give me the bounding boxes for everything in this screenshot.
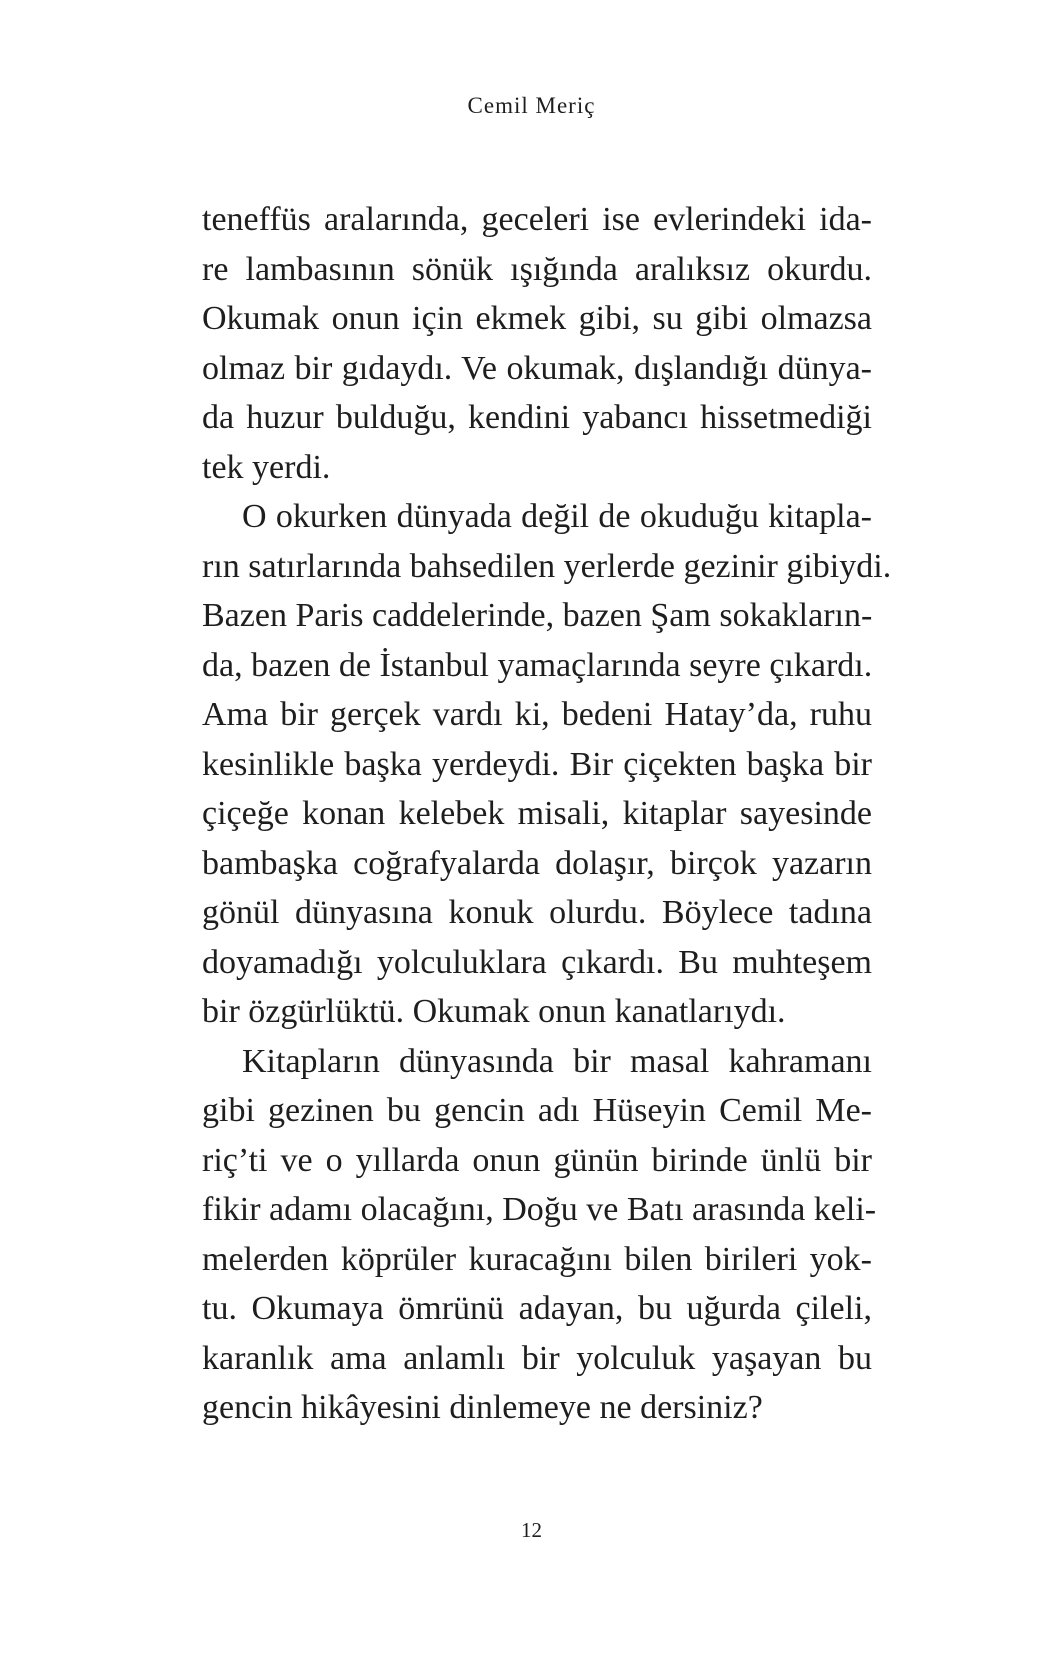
text-line: bambaşka coğrafyalarda dolaşır, birçok yazarın	[202, 844, 872, 882]
running-head: Cemil Meriç	[467, 93, 596, 118]
text-line: bir özgürlüktü. Okumak onun kanatlarıydı.	[202, 993, 786, 1030]
text-line: rın satırlarında bahsedilen yerlerde gezinir gibiydi.	[202, 547, 892, 585]
text-line: riç’ti ve o yıllarda onun günün birinde ünlü bir	[202, 1141, 872, 1179]
text-line: gencin hikâyesini dinlemeye ne dersiniz?	[202, 1389, 763, 1426]
text-line: teneffüs aralarında, geceleri ise evlerindeki ida-	[202, 201, 872, 238]
text-line: da huzur bulduğu, kendini yabancı hissetmediği	[202, 399, 872, 436]
text-line: re lambasının sönük ışığında aralıksız okurdu.	[202, 250, 872, 288]
text-line: O okurken dünyada değil de okuduğu kitapla-	[242, 498, 872, 535]
paragraph-1	[202, 195, 872, 492]
text-line: Bazen Paris caddelerinde, bazen Şam sokakların-	[202, 597, 873, 634]
text-line: olmaz bir gıdaydı. Ve okumak, dışlandığı dünya-	[202, 349, 872, 387]
text-line: gönül dünyasına konuk olurdu. Böylece tadına	[202, 894, 872, 931]
text-line: Ama bir gerçek vardı ki, bedeni Hatay’da, ruhu	[202, 696, 872, 733]
text-line: da, bazen de İstanbul yamaçlarında seyre çıkardı.	[202, 646, 873, 684]
page-number: 12	[521, 1518, 542, 1542]
text-line: tu. Okumaya ömrünü adayan, bu uğurda çileli,	[202, 1290, 872, 1327]
text-line: Kitapların dünyasında bir masal kahramanı	[242, 1042, 872, 1080]
text-line: tek yerdi.	[202, 448, 331, 486]
text-line: fikir adamı olacağını, Doğu ve Batı arasında keli-	[202, 1191, 877, 1228]
paragraph-2	[202, 492, 892, 1037]
text-line: kesinlikle başka yerdeydi. Bir çiçekten başka bir	[202, 745, 872, 783]
paragraph-3	[202, 1037, 877, 1433]
text-line: karanlık ama anlamlı bir yolculuk yaşayan bu	[202, 1339, 872, 1377]
text-line: çiçeğe konan kelebek misali, kitaplar sayesinde	[202, 795, 872, 832]
text-line: gibi gezinen bu gencin adı Hüseyin Cemil Me-	[202, 1092, 872, 1129]
body-text	[202, 195, 892, 1433]
text-line: Okumak onun için ekmek gibi, su gibi olmazsa	[202, 300, 872, 337]
text-line: melerden köprüler kuracağını bilen birileri yok-	[202, 1240, 872, 1278]
text-line: doyamadığı yolculuklara çıkardı. Bu muhteşem	[202, 943, 872, 981]
